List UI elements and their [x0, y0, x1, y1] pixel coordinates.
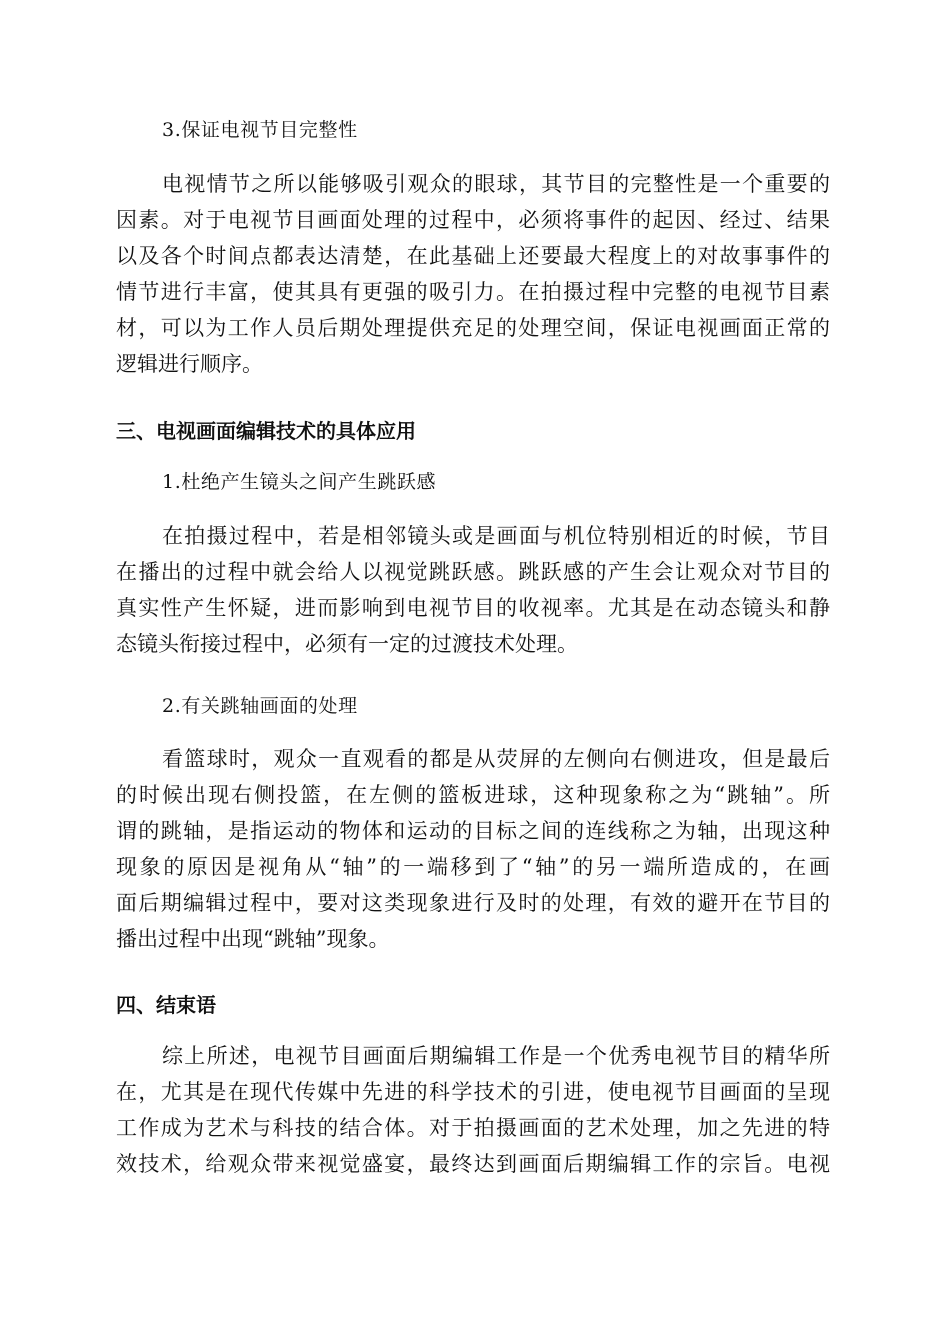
text-line: 在拍摄过程中，若是相邻镜头或是画面与机位特别相近的时候，节目 — [162, 524, 830, 548]
text-line: 的时候出现右侧投篮，在左侧的篮板进球，这种现象称之为“跳轴”。所 — [116, 783, 830, 807]
text-line: 播出过程中出现“跳轴”现象。 — [116, 927, 390, 951]
text-line: 在播出的过程中就会给人以视觉跳跃感。跳跃感的产生会让观众对节目的 — [116, 560, 830, 584]
text-line: 面后期编辑过程中，要对这类现象进行及时的处理，有效的避开在节目的 — [116, 891, 830, 915]
text-line: 看篮球时，观众一直观看的都是从荧屏的左侧向右侧进攻，但是最后 — [162, 747, 830, 771]
section-title-3: 三、电视画面编辑技术的具体应用 — [116, 419, 416, 443]
text-line: 综上所述，电视节目画面后期编辑工作是一个优秀电视节目的精华所 — [162, 1044, 830, 1068]
text-line: 工作成为艺术与科技的结合体。对于拍摄画面的艺术处理，加之先进的特 — [116, 1116, 830, 1140]
text-line: 情节进行丰富，使其具有更强的吸引力。在拍摄过程中完整的电视节目素 — [116, 280, 830, 304]
paragraph-conclusion — [116, 1038, 830, 1182]
text-line: 效技术，给观众带来视觉盛宴，最终达到画面后期编辑工作的宗旨。电视 — [116, 1152, 830, 1176]
text-line: 真实性产生怀疑，进而影响到电视节目的收视率。尤其是在动态镜头和静 — [116, 596, 830, 620]
section-title-4: 四、结束语 — [116, 993, 216, 1017]
subheading-1: 1.杜绝产生镜头之间产生跳跃感 — [162, 471, 437, 493]
text-line: 逻辑进行顺序。 — [116, 352, 263, 376]
text-line: 电视情节之所以能够吸引观众的眼球，其节目的完整性是一个重要的 — [162, 172, 830, 196]
text-line: 在，尤其是在现代传媒中先进的科学技术的引进，使电视节目画面的呈现 — [116, 1080, 830, 1104]
subheading-3: 3.保证电视节目完整性 — [162, 119, 358, 141]
text-line: 态镜头衔接过程中，必须有一定的过渡技术处理。 — [116, 632, 578, 656]
paragraph-jump-cut — [116, 518, 830, 662]
paragraph-integrity — [116, 166, 830, 382]
text-line: 以及各个时间点都表达清楚，在此基础上还要最大程度上的对故事事件的 — [116, 244, 830, 268]
text-line: 谓的跳轴，是指运动的物体和运动的目标之间的连线称之为轴，出现这种 — [116, 819, 830, 843]
subheading-2: 2.有关跳轴画面的处理 — [162, 695, 358, 717]
text-line: 材，可以为工作人员后期处理提供充足的处理空间，保证电视画面正常的 — [116, 316, 830, 340]
paragraph-axis-jump — [116, 741, 830, 957]
text-line: 现象的原因是视角从“轴”的一端移到了“轴”的另一端所造成的，在画 — [116, 855, 830, 879]
text-line: 因素。对于电视节目画面处理的过程中，必须将事件的起因、经过、结果 — [116, 208, 830, 232]
